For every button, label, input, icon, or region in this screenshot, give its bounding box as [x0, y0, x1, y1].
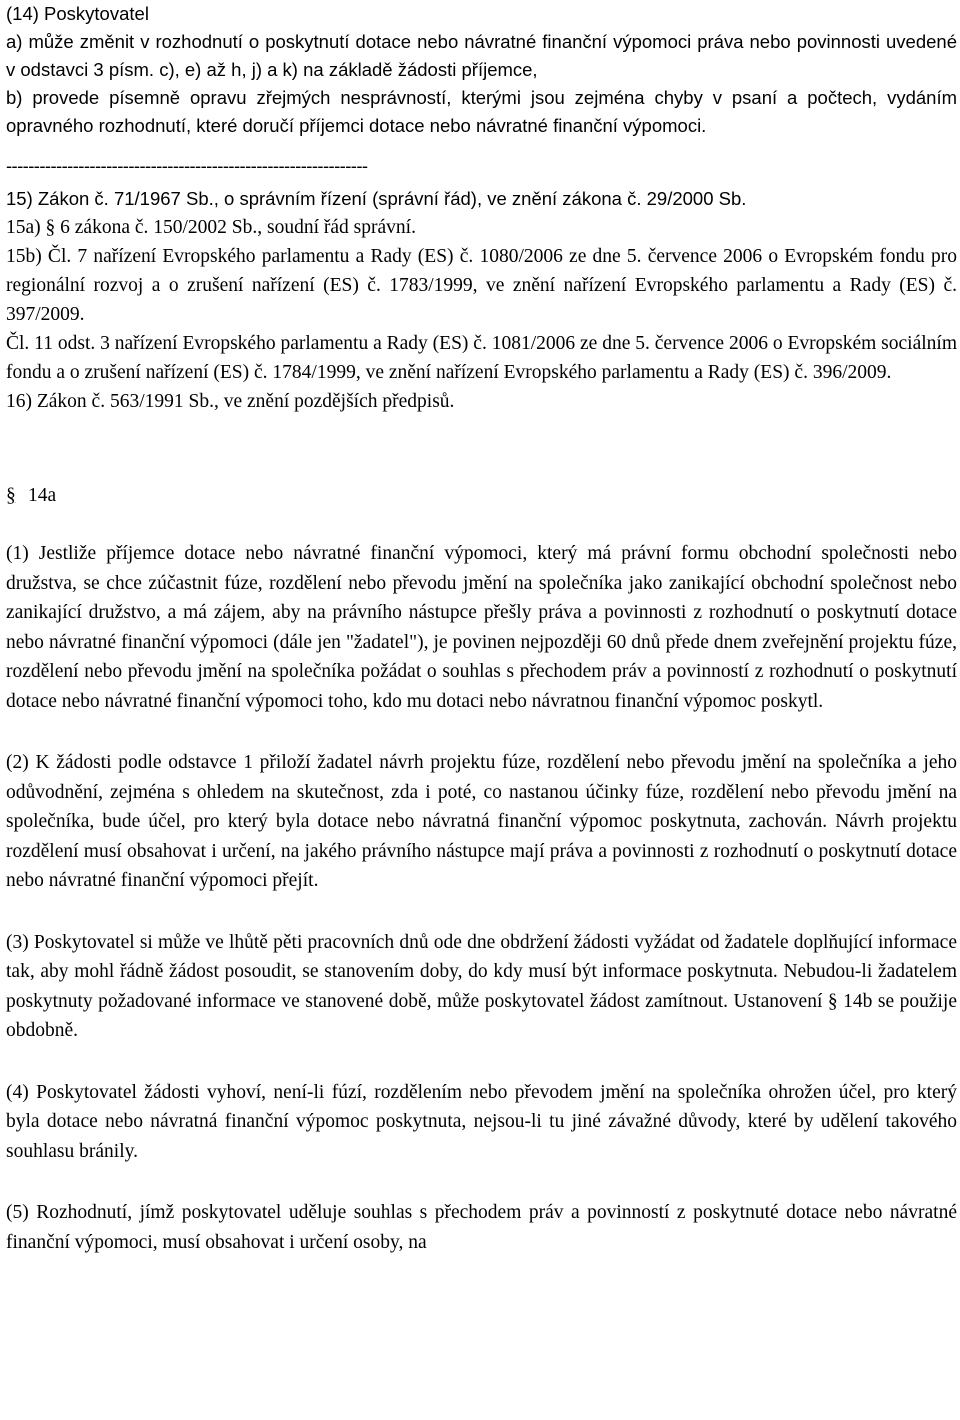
- footnote-separator: -----------------------------------------------------------------: [6, 156, 368, 176]
- section-paragraph-3: (3) Poskytovatel si může ve lhůtě pěti pracovních dnů ode dne obdržení žádosti vyžádat od žadatele doplňující informace tak, aby mohl řádně žádost posoudit, se stanovením doby, do kdy musí být informace poskytnuta. Nebudou-li žadatelem poskytnuty požadované informace ve stanovené době, může poskytovatel žádost zamítnout. Ustanovení § 14b se použije obdobně.: [6, 931, 957, 1041]
- section-heading: [6, 481, 957, 511]
- section-paragraph-5: (5) Rozhodnutí, jímž poskytovatel uděluje souhlas s přechodem práv a povinností z poskytnuté dotace nebo návratné finanční výpomoci, musí obsahovat i určení osoby, na: [6, 1202, 957, 1253]
- provider-item-a: a) může změnit v rozhodnutí o poskytnutí dotace nebo návratné finanční výpomoci práva nebo povinnosti uvedené v odstavci 3 písm. c), e) až h, j) a k) na základě žádosti příjemce,: [6, 31, 957, 80]
- footnote-15b-continued: Čl. 11 odst. 3 nařízení Evropského parlamentu a Rady (ES) č. 1081/2006 ze dne 5. července 2006 o Evropském sociálním fondu a o zrušení nařízení (ES) č. 1784/1999, ve znění nařízení Evropského parlamentu a Rady (ES) č. 396/2009.: [6, 333, 957, 383]
- section-paragraph-4: (4) Poskytovatel žádosti vyhoví, není-li fúzí, rozdělením nebo převodem jmění na společníka ohrožen účel, pro který byla dotace nebo návratná finanční výpomoc poskytnuta, nejsou-li tu jiné závažné důvody, které by udělení takového souhlasu bránily.: [6, 1081, 957, 1162]
- section-mark: §: [6, 485, 16, 506]
- section-body: [6, 539, 957, 1257]
- footnote-16: 16) Zákon č. 563/1991 Sb., ve znění pozdějších předpisů.: [6, 391, 455, 412]
- provider-item-b: b) provede písemně opravu zřejmých nesprávností, kterými jsou zejména chyby v psaní a počtech, vydáním opravného rozhodnutí, které doručí příjemci dotace nebo návratné finanční výpomoci.: [6, 87, 957, 136]
- provider-section: [6, 0, 957, 140]
- footnotes: [6, 184, 957, 416]
- footnote-15: 15) Zákon č. 71/1967 Sb., o správním řízení (správní řád), ve znění zákona č. 29/2000 Sb.: [6, 188, 747, 209]
- section-paragraph-1: (1) Jestliže příjemce dotace nebo návratné finanční výpomoci, který má právní formu obchodní společnosti nebo družstva, se chce zúčastnit fúze, rozdělení nebo převodu jmění na společníka jako zanikající obchodní společnost nebo zanikající družstvo, a má zájem, aby na právního nástupce přešly práva a povinnosti z rozhodnutí o poskytnutí dotace nebo návratné finanční výpomoci (dále jen "žadatel"), je povinen nejpozději 60 dnů přede dnem zveřejnění projektu fúze, rozdělení nebo převodu jmění na společníka požádat o souhlas s přechodem práv a povinností z rozhodnutí o poskytnutí dotace nebo návratné finanční výpomoci toho, kdo mu dotaci nebo návratnou finanční výpomoc poskytl.: [6, 543, 957, 712]
- provider-heading: (14) Poskytovatel: [6, 3, 149, 24]
- section-number: 14a: [28, 485, 57, 506]
- footnote-15a: 15a) § 6 zákona č. 150/2002 Sb., soudní řád správní.: [6, 217, 416, 238]
- footnote-15b: 15b) Čl. 7 nařízení Evropského parlamentu a Rady (ES) č. 1080/2006 ze dne 5. července 2006 o Evropském fondu pro regionální rozvoj a o zrušení nařízení (ES) č. 1783/1999, ve znění nařízení Evropského parlamentu a Rady (ES) č. 397/2009.: [6, 246, 957, 325]
- section-paragraph-2: (2) K žádosti podle odstavce 1 přiloží žadatel návrh projektu fúze, rozdělení nebo převodu jmění na společníka a jeho odůvodnění, zejména s ohledem na skutečnost, zda i poté, co nastanou účinky fúze, rozdělení nebo převodu jmění na společníka, bude účel, pro který byla dotace nebo návratná finanční výpomoc poskytnuta, zachován. Návrh projektu rozdělení musí obsahovat i určení, na jakého právního nástupce mají práva a povinnosti z rozhodnutí o poskytnutí dotace nebo návratné finanční výpomoci přejít.: [6, 752, 957, 891]
